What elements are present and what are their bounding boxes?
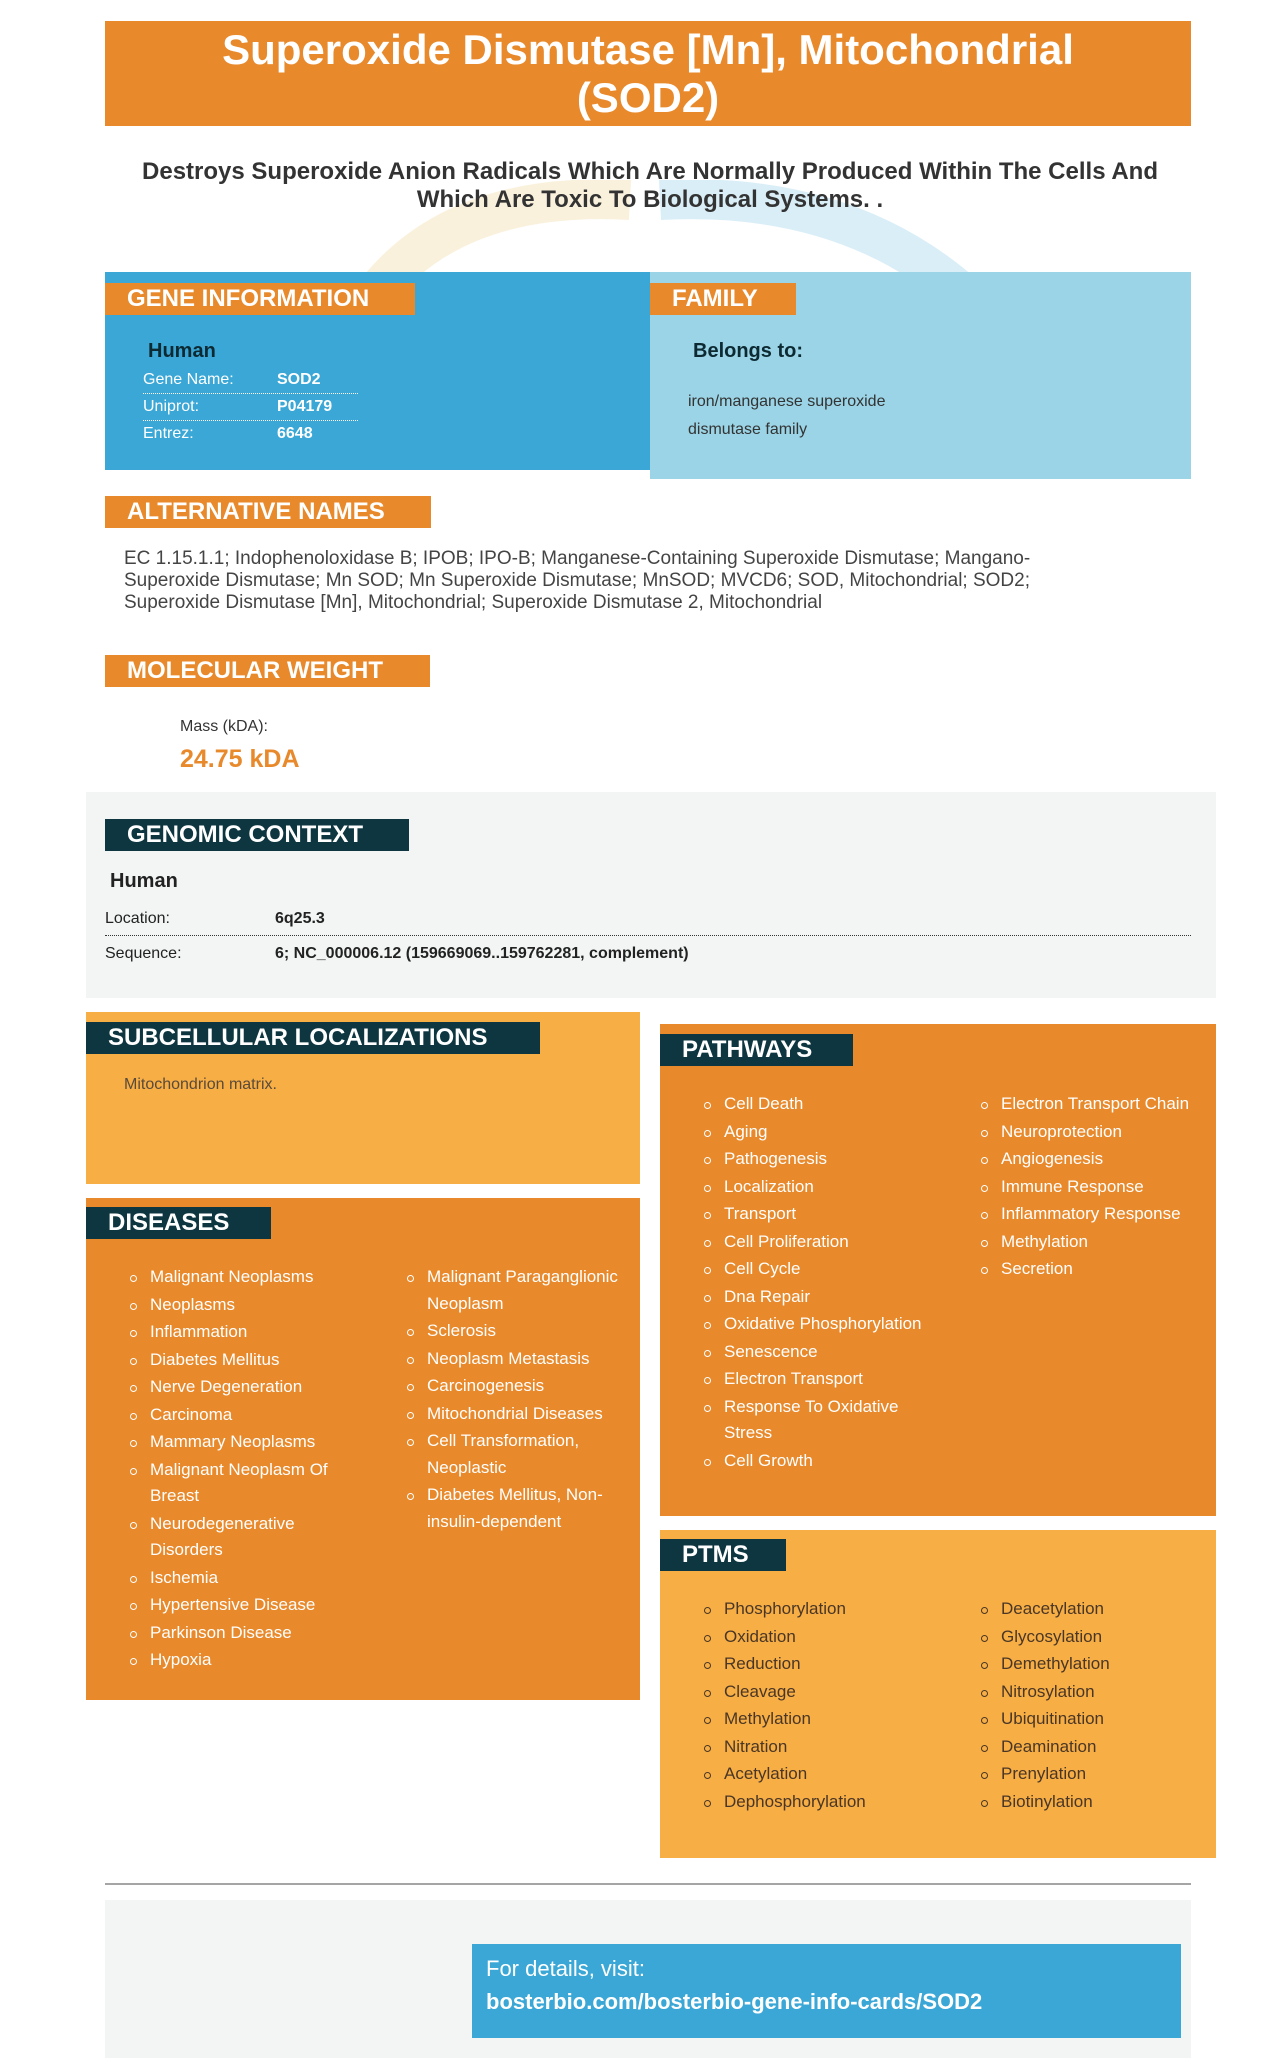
pathways-heading: PATHWAYS bbox=[660, 1034, 853, 1066]
disease-item: Neurodegenerative Disorders bbox=[130, 1511, 360, 1564]
pathways-list-col1 bbox=[704, 1091, 924, 1475]
pathway-item: Oxidative Phosphorylation bbox=[704, 1311, 924, 1338]
footer-divider bbox=[105, 1883, 1191, 1885]
location-key: Location: bbox=[105, 910, 170, 927]
pathway-item: Immune Response bbox=[981, 1174, 1211, 1201]
gene-name-key: Gene Name: bbox=[143, 371, 234, 388]
genomic-species: Human bbox=[110, 870, 178, 892]
disease-item: Diabetes Mellitus bbox=[130, 1347, 360, 1374]
disease-item: Neoplasms bbox=[130, 1292, 360, 1319]
ptm-item: Oxidation bbox=[704, 1624, 934, 1651]
family-heading: FAMILY bbox=[650, 283, 796, 315]
sequence-row bbox=[105, 937, 1191, 971]
subcellular-text: Mitochondrion matrix. bbox=[124, 1076, 277, 1093]
family-label: Belongs to: bbox=[693, 340, 803, 362]
disease-item: Mitochondrial Diseases bbox=[407, 1401, 622, 1428]
gene-name-value: SOD2 bbox=[277, 371, 321, 388]
family-text: iron/manganese superoxide dismutase family bbox=[688, 393, 886, 438]
ptm-item: Demethylation bbox=[981, 1651, 1211, 1678]
disease-item: Neoplasm Metastasis bbox=[407, 1346, 622, 1373]
disease-item: Parkinson Disease bbox=[130, 1620, 360, 1647]
page-title: Superoxide Dismutase [Mn], Mitochondrial (SOD2) bbox=[222, 25, 1074, 121]
sequence-key: Sequence: bbox=[105, 945, 182, 962]
pathway-item: Secretion bbox=[981, 1256, 1211, 1283]
pathway-item: Electron Transport Chain bbox=[981, 1091, 1211, 1118]
disease-item: Malignant Paraganglionic Neoplasm bbox=[407, 1264, 622, 1317]
details-url-link[interactable]: bosterbio.com/bosterbio-gene-info-cards/SOD2 bbox=[486, 1989, 983, 2014]
disease-item: Diabetes Mellitus, Non-insulin-dependent bbox=[407, 1482, 622, 1535]
disease-item: Hypoxia bbox=[130, 1647, 360, 1674]
ptm-item: Deamination bbox=[981, 1734, 1211, 1761]
disease-item: Sclerosis bbox=[407, 1318, 622, 1345]
pathway-item: Electron Transport bbox=[704, 1366, 924, 1393]
ptm-item: Phosphorylation bbox=[704, 1596, 934, 1623]
ptms-list-col2 bbox=[981, 1596, 1211, 1816]
pathways-list-col2 bbox=[981, 1091, 1211, 1284]
entrez-row bbox=[143, 421, 358, 448]
disease-item: Inflammation bbox=[130, 1319, 360, 1346]
disease-item: Ischemia bbox=[130, 1565, 360, 1592]
uniprot-key: Uniprot: bbox=[143, 398, 200, 415]
location-value: 6q25.3 bbox=[275, 910, 325, 927]
pathway-item: Angiogenesis bbox=[981, 1146, 1211, 1173]
ptm-item: Methylation bbox=[704, 1706, 934, 1733]
diseases-heading: DISEASES bbox=[86, 1207, 271, 1239]
ptm-item: Nitration bbox=[704, 1734, 934, 1761]
ptms-heading: PTMS bbox=[660, 1539, 786, 1571]
entrez-value: 6648 bbox=[277, 425, 313, 442]
pathway-item: Inflammatory Response bbox=[981, 1201, 1211, 1228]
pathway-item: Neuroprotection bbox=[981, 1119, 1211, 1146]
pathway-item: Cell Proliferation bbox=[704, 1229, 924, 1256]
mass-label: Mass (kDA): bbox=[180, 718, 268, 735]
ptm-item: Deacetylation bbox=[981, 1596, 1211, 1623]
pathway-item: Cell Growth bbox=[704, 1448, 924, 1475]
ptm-item: Dephosphorylation bbox=[704, 1789, 934, 1816]
ptms-list-col1 bbox=[704, 1596, 934, 1816]
ptm-item: Cleavage bbox=[704, 1679, 934, 1706]
disease-item: Mammary Neoplasms bbox=[130, 1429, 360, 1456]
title-banner bbox=[105, 21, 1191, 126]
gene-name-row bbox=[143, 367, 358, 394]
details-link-box[interactable] bbox=[472, 1944, 1181, 2038]
ptm-item: Nitrosylation bbox=[981, 1679, 1211, 1706]
alternative-names-text: EC 1.15.1.1; Indophenoloxidase B; IPOB; IPO-B; Manganese-Containing Superoxide Dismutase; Mangano-Superoxide Dismutase; Mn SOD; Mn Superoxide Dismutase; MnSOD; MVCD6; SOD, Mitochondrial; SOD2; Superoxide Dismutase [Mn], Mitochondrial; Superoxide Dismutase 2, Mitochondrial bbox=[124, 548, 1031, 613]
alternative-names-heading: ALTERNATIVE NAMES bbox=[105, 496, 431, 528]
ptm-item: Prenylation bbox=[981, 1761, 1211, 1788]
sequence-value: 6; NC_000006.12 (159669069..159762281, complement) bbox=[275, 945, 689, 962]
diseases-list-col2 bbox=[407, 1264, 622, 1536]
disease-item: Malignant Neoplasm Of Breast bbox=[130, 1457, 360, 1510]
pathway-item: Dna Repair bbox=[704, 1284, 924, 1311]
subcellular-localizations-heading: SUBCELLULAR LOCALIZATIONS bbox=[86, 1022, 540, 1054]
pathway-item: Pathogenesis bbox=[704, 1146, 924, 1173]
pathway-item: Localization bbox=[704, 1174, 924, 1201]
pathway-item: Cell Cycle bbox=[704, 1256, 924, 1283]
pathway-item: Response To Oxidative Stress bbox=[704, 1394, 924, 1447]
page-subtitle: Destroys Superoxide Anion Radicals Which Are Normally Produced Within The Cells And Which Are Toxic To Biological Systems. . bbox=[142, 158, 1158, 213]
pathway-item: Senescence bbox=[704, 1339, 924, 1366]
uniprot-value: P04179 bbox=[277, 398, 333, 415]
ptm-item: Glycosylation bbox=[981, 1624, 1211, 1651]
molecular-weight-heading: MOLECULAR WEIGHT bbox=[105, 655, 430, 687]
gene-information-heading: GENE INFORMATION bbox=[105, 283, 415, 315]
pathway-item: Aging bbox=[704, 1119, 924, 1146]
pathway-item: Transport bbox=[704, 1201, 924, 1228]
genomic-context-heading: GENOMIC CONTEXT bbox=[105, 819, 409, 851]
disease-item: Cell Transformation, Neoplastic bbox=[407, 1428, 622, 1481]
disease-item: Malignant Neoplasms bbox=[130, 1264, 360, 1291]
ptm-item: Reduction bbox=[704, 1651, 934, 1678]
disease-item: Carcinoma bbox=[130, 1402, 360, 1429]
details-prompt: For details, visit: bbox=[486, 1956, 645, 1981]
disease-item: Carcinogenesis bbox=[407, 1373, 622, 1400]
pathway-item: Methylation bbox=[981, 1229, 1211, 1256]
ptm-item: Ubiquitination bbox=[981, 1706, 1211, 1733]
ptm-item: Biotinylation bbox=[981, 1789, 1211, 1816]
entrez-key: Entrez: bbox=[143, 425, 194, 442]
location-row bbox=[105, 902, 1191, 936]
ptm-item: Acetylation bbox=[704, 1761, 934, 1788]
mass-value: 24.75 kDA bbox=[180, 745, 300, 773]
disease-item: Hypertensive Disease bbox=[130, 1592, 360, 1619]
diseases-list-col1 bbox=[130, 1264, 360, 1675]
pathway-item: Cell Death bbox=[704, 1091, 924, 1118]
disease-item: Nerve Degeneration bbox=[130, 1374, 360, 1401]
uniprot-row bbox=[143, 394, 358, 421]
gene-species: Human bbox=[148, 340, 216, 362]
